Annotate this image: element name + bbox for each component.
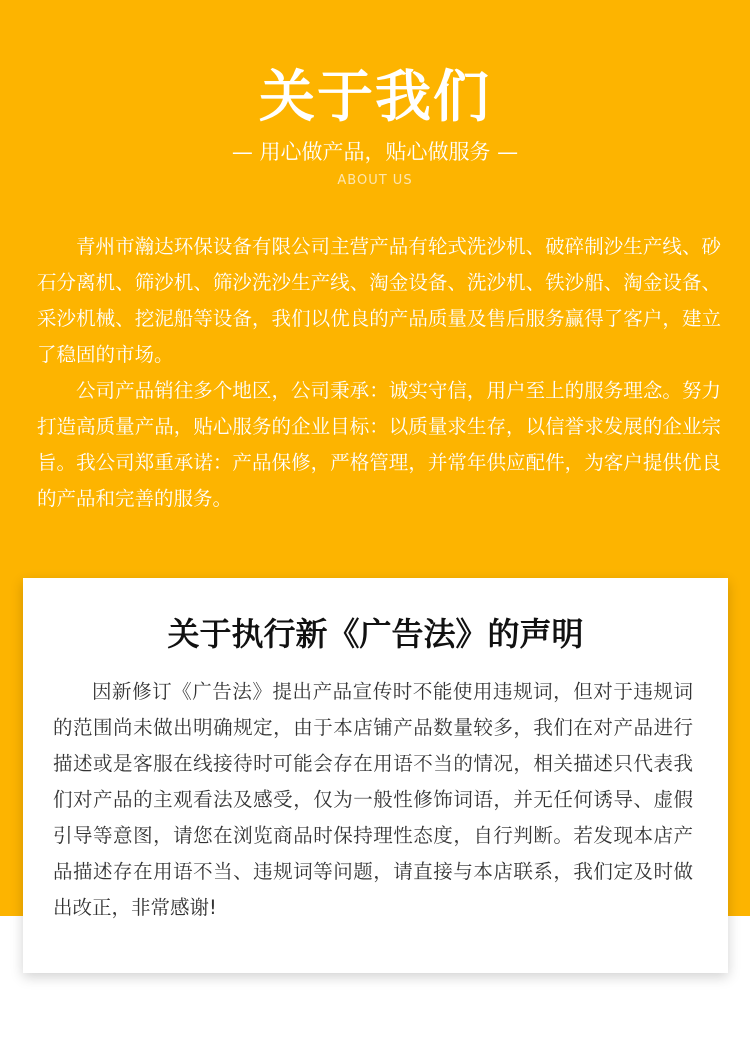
company-intro: [37, 229, 721, 517]
ad-law-notice-card: [23, 578, 728, 973]
slogan-subtitle: — 用心做产品，贴心做服务 —: [231, 140, 519, 164]
intro-paragraph-products: 青州市瀚达环保设备有限公司主营产品有轮式洗沙机、破碎制沙生产线、砂石分离机、筛沙机、筛沙洗沙生产线、淘金设备、洗沙机、铁沙船、淘金设备、采沙机械、挖泥船等设备，我们以优良的产品质量及售后服务赢得了客户，建立了稳固的市场。: [37, 235, 721, 366]
english-subtitle: ABOUT US: [337, 173, 413, 188]
intro-paragraph-service: 公司产品销往多个地区，公司秉承：诚实守信，用户至上的服务理念。努力打造高质量产品，贴心服务的企业目标：以质量求生存，以信誉求发展的企业宗旨。我公司郑重承诺：产品保修，严格管理，并常年供应配件，为客户提供优良的产品和完善的服务。: [37, 379, 721, 510]
page-title: 关于我们: [259, 65, 491, 130]
notice-title: 关于执行新《广告法》的声明: [167, 615, 584, 653]
notice-body: 因新修订《广告法》提出产品宣传时不能使用违规词，但对于违规词的范围尚未做出明确规定，由于本店铺产品数量较多，我们在对产品进行描述或是客服在线接待时可能会存在用语不当的情况，相关描述只代表我们对产品的主观看法及感受，仅为一般性修饰词语，并无任何诱导、虚假引导等意图，请您在浏览商品时保持理性态度，自行判断。若发现本店产品描述存在用语不当、违规词等问题，请直接与本店联系，我们定及时做出改正，非常感谢!: [53, 680, 693, 919]
